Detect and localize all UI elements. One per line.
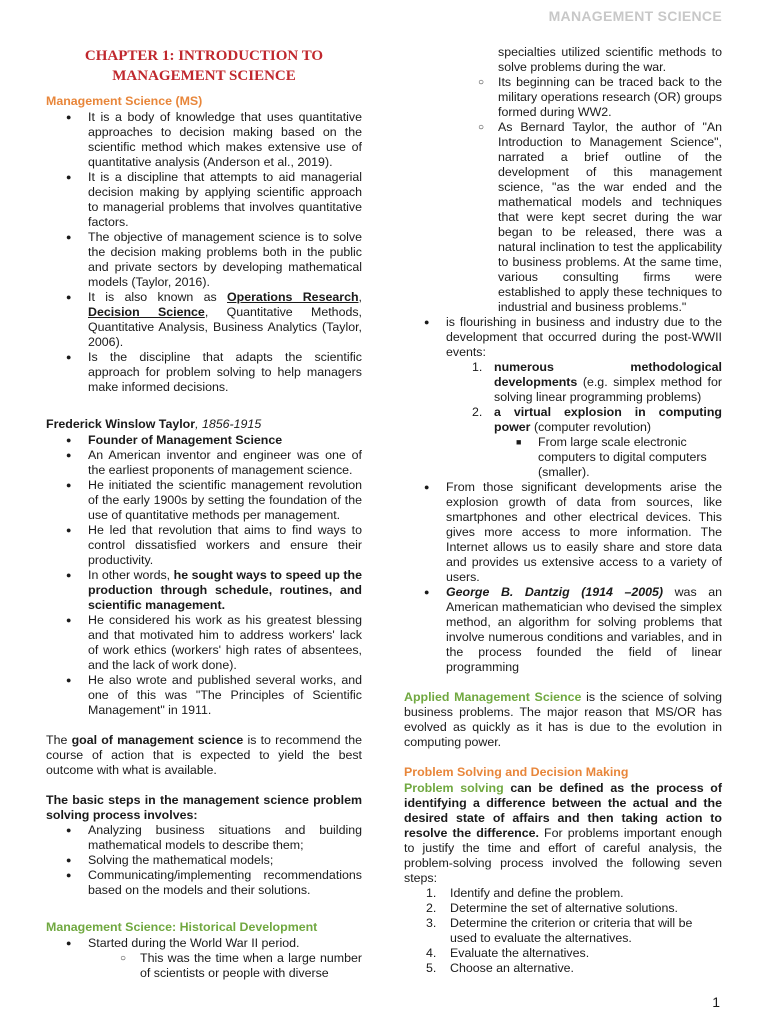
left-column: [46, 46, 362, 981]
text-span: is the science of solving business problems. The major reason that MS/OR has evolved as quickly as it has is due to the evolution in computing power.: [404, 690, 722, 749]
dantzig-name: George B. Dantzig (1914 –2005): [446, 585, 664, 599]
list-item: ○ Its beginning can be traced back to the military operations research (OR) groups formed during WW2.: [404, 75, 722, 120]
page-number: 1: [712, 994, 720, 1010]
list-item: ● Solving the mathematical models;: [46, 853, 362, 868]
fwt-years: , 1856-1915: [195, 417, 262, 431]
list-item: [404, 585, 722, 675]
text-bold: numerous methodological developments: [494, 360, 722, 389]
text-span: Evaluate the alternatives.: [450, 946, 590, 960]
text-span: is to recommend the course of action that is expected to yield the best outcome with what is available.: [46, 733, 362, 777]
fwt-name: Frederick Winslow Taylor: [46, 417, 196, 431]
list-item: 1. numerous methodological developments (e.g. simplex method for solving linear programming problems): [472, 360, 722, 404]
ms-bullet-list: [46, 110, 362, 395]
list-item: ● He led that revolution that aims to find ways to control dissatisfied workers and ensure their productivity.: [46, 523, 362, 568]
chapter-title-line2: MANAGEMENT SCIENCE: [112, 68, 296, 84]
text-span: The: [46, 733, 72, 747]
steps-heading: [46, 793, 362, 823]
list-item: ● Communicating/implementing recommendations based on the models and their solutions.: [46, 868, 362, 898]
goal-paragraph: [46, 733, 362, 778]
list-item: ● He also wrote and published several works, and one of this was "The Principles of Scientific Management" in 1911.: [46, 673, 362, 718]
text-span: , Quantitative Methods, Quantitative Analysis, Business Analytics (Taylor, 2006).: [88, 305, 362, 349]
list-item: ● An American inventor and engineer was one of the earliest proponents of management science.: [46, 448, 362, 478]
list-item: ● Analyzing business situations and building mathematical models to describe them;: [46, 823, 362, 853]
fwt-founder: Founder of Management Science: [88, 433, 283, 447]
history-sublist: [46, 951, 362, 981]
list-item: ● He considered his work as his greatest blessing and that motivated him to address workers' lack of work ethics (workers' high rates of absentees, and the lack of work done).: [46, 613, 362, 673]
running-header: MANAGEMENT SCIENCE: [548, 8, 722, 24]
history-sublist-cont: [404, 45, 722, 315]
text-span: In other words,: [88, 568, 174, 582]
steps-list: [46, 823, 362, 898]
text-span: Determine the criterion or criteria that will be used to evaluate the alternatives.: [450, 916, 693, 945]
text-bold: The basic steps in the management science problem solving process involves:: [46, 793, 362, 822]
list-item: ○ As Bernard Taylor, the author of "An Introduction to Management Science", narrated a brief outline of the development of this management science, "as the war ended and the mathematical models and techniques that were kept secret during the war began to be released, there was a natural inclination to test the applicability to business problems. At the same time, various consulting firms were established to apply these techniques to industrial and business problems.": [404, 120, 722, 315]
list-item: 5. Choose an alternative.: [426, 961, 574, 975]
fwt-heading: [46, 417, 362, 432]
fwt-bullet-list: [46, 433, 362, 718]
list-item: 1. Identify and define the problem.: [426, 886, 624, 900]
seven-steps-list: [404, 886, 722, 976]
list-item: ● is flourishing in business and industry due to the development that occurred during the post-WWII events:: [404, 315, 722, 360]
text-span: was an American mathematician who devised the simplex method, an algorithm for solving problems that involve numerous conditions and variables, and in the process founded the field of linear programming: [446, 585, 722, 674]
text-span: Identify and define the problem.: [450, 886, 624, 900]
list-item: ■ From large scale electronic computers to digital computers (smaller).: [404, 435, 722, 480]
text-span: (computer revolution): [530, 420, 652, 434]
list-item: ● The objective of management science is to solve the decision making problems both in the public and private sectors by developing mathematical models (Taylor, 2016).: [46, 230, 362, 290]
chapter-title-line1: CHAPTER 1: INTRODUCTION TO: [84, 48, 324, 64]
applied-paragraph: [404, 690, 722, 750]
flourish-list: [404, 315, 722, 360]
problem-solving-paragraph: [404, 781, 722, 886]
text-span: It is also known as: [88, 290, 228, 304]
list-item: ○ This was the time when a large number of scientists or people with diverse: [46, 951, 362, 981]
list-item: ● It is a discipline that attempts to aid managerial decision making by applying scientific approach to managerial problems that involves quantitative factors.: [46, 170, 362, 230]
list-item: ● From those significant developments arise the explosion growth of data from sources, like smartphones and other electrical devices. This gives more access to more information. The Internet allows us to easily share and store data and provides us extensive access to a variety of users.: [404, 480, 722, 585]
list-item: specialties utilized scientific methods to solve problems during the war.: [498, 45, 722, 74]
list-item: [46, 568, 362, 613]
list-item: ● Is the discipline that adapts the scientific approach for problem solving to help managers make informed decisions.: [46, 350, 362, 395]
history-list: [46, 936, 362, 951]
ps-term: Problem solving: [404, 781, 504, 795]
psdm-heading: Problem Solving and Decision Making: [404, 765, 629, 779]
text-span: ,: [358, 290, 362, 304]
term-decision-science: Decision Science: [88, 305, 205, 319]
applied-term: Applied Management Science: [404, 690, 582, 704]
list-item: 4. Evaluate the alternatives.: [426, 946, 590, 960]
text-bold: a virtual explosion in computing power: [494, 405, 722, 434]
text-span: Determine the set of alternative solutions.: [450, 901, 678, 915]
chapter-title: [46, 46, 362, 86]
list-item: ● Started during the World War II period.: [46, 936, 362, 951]
text-bold: can be defined as the process of identifying a difference between the actual and the desired state of affairs and then taking action to resolve the difference.: [404, 781, 722, 840]
list-item: 2. Determine the set of alternative solutions.: [426, 901, 678, 915]
events-sublist: [404, 435, 722, 480]
term-operations-research: Operations Research: [227, 290, 359, 304]
list-item: [46, 290, 362, 350]
list-item: [46, 433, 362, 448]
history-heading: Management Science: Historical Development: [46, 920, 318, 934]
ms-heading: Management Science (MS): [46, 94, 203, 108]
text-bold: goal of management science: [71, 733, 244, 747]
events-list: [404, 360, 722, 435]
list-item: ● It is a body of knowledge that uses quantitative approaches to decision making based on the scientific method which makes extensive use of quantitative analysis (Anderson et al., 2019).: [46, 110, 362, 170]
text-span: Choose an alternative.: [450, 961, 574, 975]
text-span: (e.g. simplex method for solving linear programming problems): [494, 375, 722, 404]
list-item: ● He initiated the scientific management revolution of the early 1900s by setting the foundation of the use of quantitative methods per management.: [46, 478, 362, 523]
text-bold: he sought ways to speed up the production through schedule, routines, and scientific management.: [88, 568, 362, 612]
dev-list: [404, 480, 722, 675]
right-column: [404, 46, 722, 976]
list-item: 2. a virtual explosion in computing power (computer revolution): [472, 405, 722, 434]
list-item: 3. Determine the criterion or criteria that will be used to evaluate the alternatives.: [426, 916, 693, 945]
text-span: For problems important enough to justify the time and effort of careful analysis, the problem-solving process involved the following seven steps:: [404, 826, 723, 885]
